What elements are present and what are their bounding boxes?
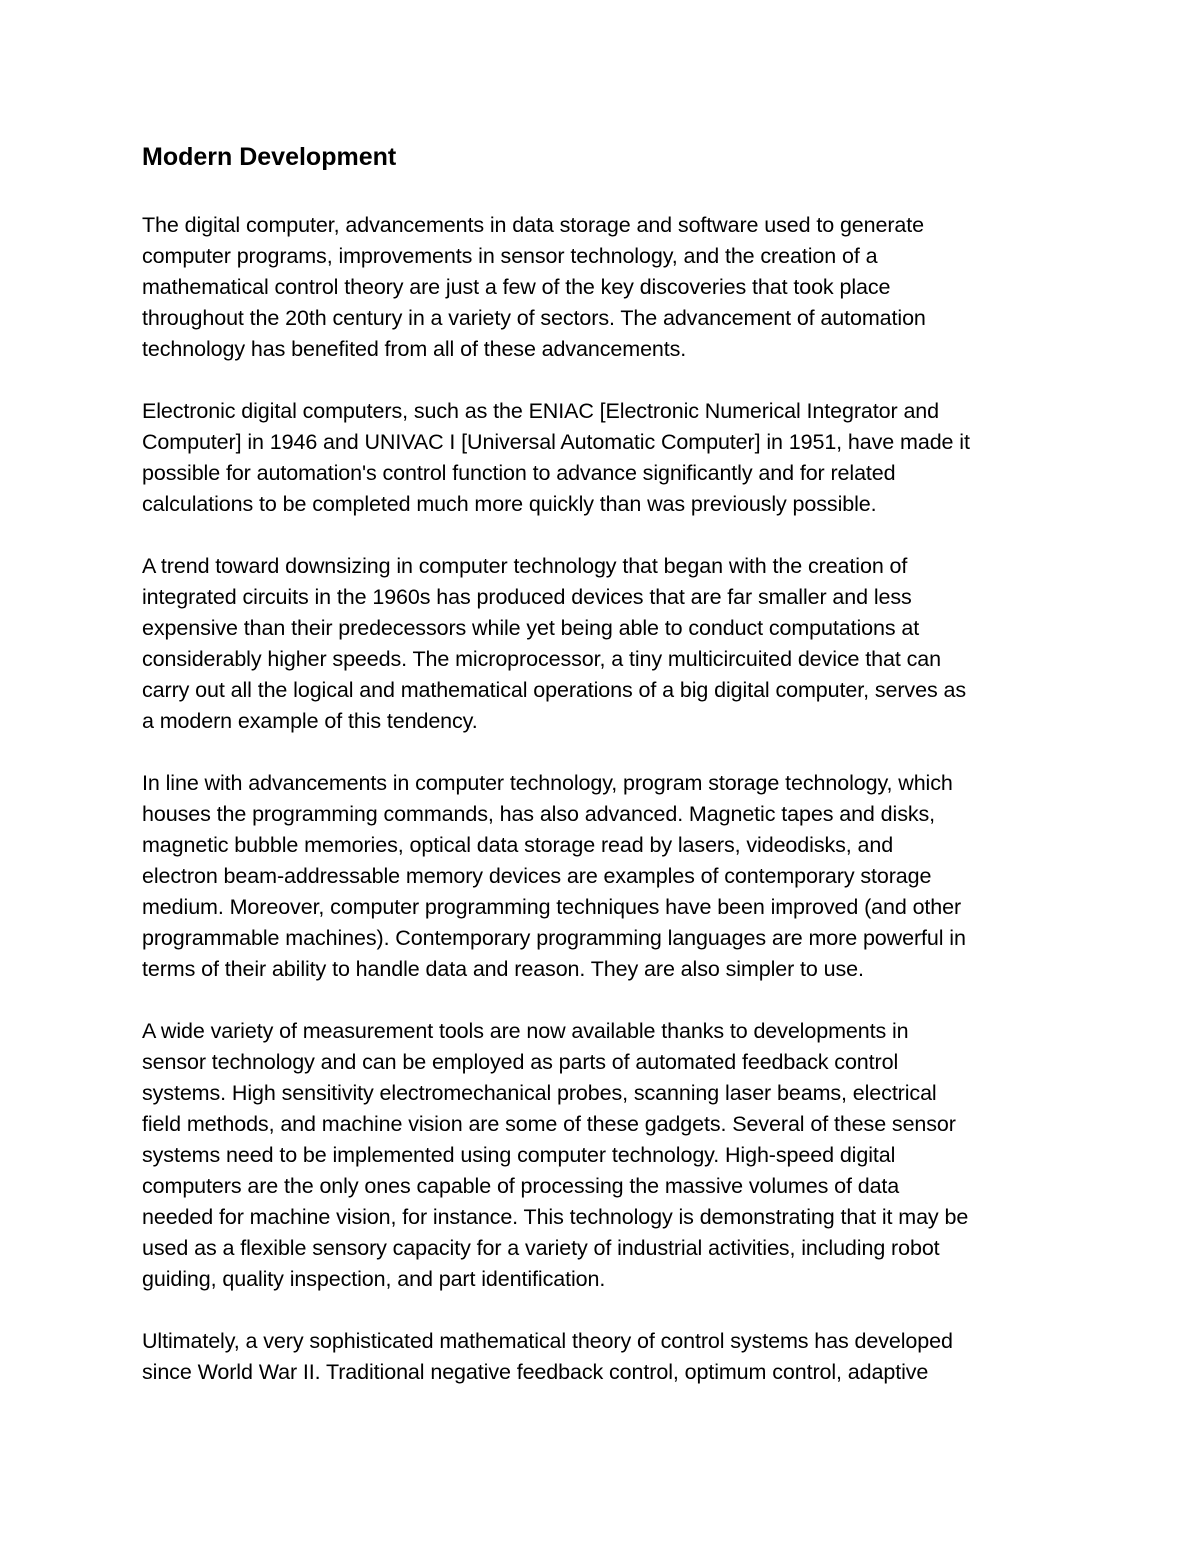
text-line: electron beam-addressable memory devices are examples of contemporary storage: [142, 864, 932, 888]
text-line: magnetic bubble memories, optical data storage read by lasers, videodisks, and: [142, 833, 894, 857]
text-line: A trend toward downsizing in computer technology that began with the creation of: [142, 554, 908, 578]
text-line: In line with advancements in computer technology, program storage technology, which: [142, 771, 953, 795]
text-line: Electronic digital computers, such as the ENIAC [Electronic Numerical Integrator and: [142, 399, 940, 423]
text-line: sensor technology and can be employed as parts of automated feedback control: [142, 1050, 899, 1074]
paragraph-6: [142, 1326, 1062, 1388]
text-line: needed for machine vision, for instance. This technology is demonstrating that it may be: [142, 1205, 969, 1229]
text-line: integrated circuits in the 1960s has produced devices that are far smaller and less: [142, 585, 912, 609]
text-line: Computer] in 1946 and UNIVAC I [Universal Automatic Computer] in 1951, have made it: [142, 430, 970, 454]
paragraph-3: [142, 551, 1062, 737]
text-line: Ultimately, a very sophisticated mathematical theory of control systems has developed: [142, 1329, 953, 1353]
text-line: throughout the 20th century in a variety of sectors. The advancement of automation: [142, 306, 926, 330]
text-line: used as a flexible sensory capacity for a variety of industrial activities, including robot: [142, 1236, 940, 1260]
text-line: mathematical control theory are just a few of the key discoveries that took place: [142, 275, 891, 299]
text-line: terms of their ability to handle data and reason. They are also simpler to use.: [142, 957, 864, 981]
text-line: technology has benefited from all of these advancements.: [142, 337, 687, 361]
text-line: programmable machines). Contemporary programming languages are more powerful in: [142, 926, 966, 950]
text-line: field methods, and machine vision are some of these gadgets. Several of these sensor: [142, 1112, 956, 1136]
paragraph-4: [142, 768, 1062, 985]
paragraph-5: [142, 1016, 1062, 1295]
text-line: A wide variety of measurement tools are now available thanks to developments in: [142, 1019, 909, 1043]
text-line: computer programs, improvements in sensor technology, and the creation of a: [142, 244, 878, 268]
text-line: calculations to be completed much more quickly than was previously possible.: [142, 492, 877, 516]
paragraph-2: [142, 396, 1062, 520]
document-body: [142, 140, 1062, 1419]
page-title: Modern Development: [142, 143, 397, 171]
text-line: computers are the only ones capable of processing the massive volumes of data: [142, 1174, 900, 1198]
text-line: considerably higher speeds. The microprocessor, a tiny multicircuited device that can: [142, 647, 941, 671]
text-line: possible for automation's control function to advance significantly and for related: [142, 461, 896, 485]
text-line: a modern example of this tendency.: [142, 709, 478, 733]
text-line: guiding, quality inspection, and part identification.: [142, 1267, 606, 1291]
text-line: since World War II. Traditional negative feedback control, optimum control, adaptive: [142, 1360, 929, 1384]
text-line: houses the programming commands, has also advanced. Magnetic tapes and disks,: [142, 802, 936, 826]
text-line: systems. High sensitivity electromechanical probes, scanning laser beams, electrical: [142, 1081, 937, 1105]
text-line: systems need to be implemented using computer technology. High-speed digital: [142, 1143, 896, 1167]
text-line: medium. Moreover, computer programming techniques have been improved (and other: [142, 895, 962, 919]
text-line: expensive than their predecessors while yet being able to conduct computations at: [142, 616, 920, 640]
text-line: The digital computer, advancements in data storage and software used to generate: [142, 213, 925, 237]
paragraph-1: [142, 210, 1062, 365]
text-line: carry out all the logical and mathematical operations of a big digital computer, serves as: [142, 678, 966, 702]
